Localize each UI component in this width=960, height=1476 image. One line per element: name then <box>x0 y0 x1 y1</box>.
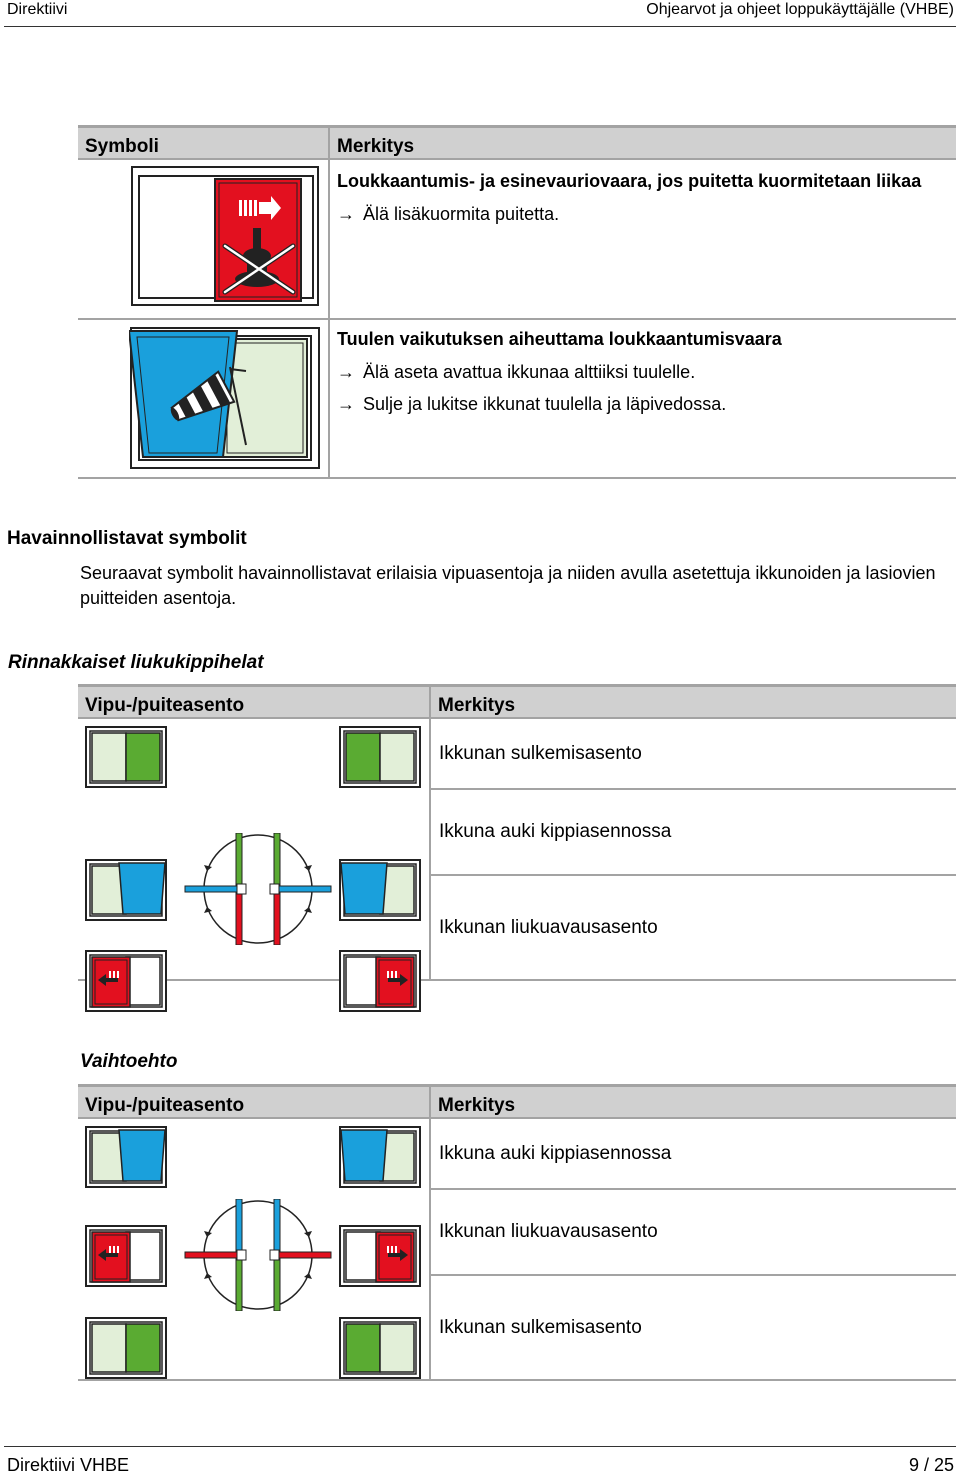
warning-title: Tuulen vaikutuksen aiheuttama loukkaantumisvaara <box>337 329 782 349</box>
closed-window-icon <box>85 726 167 788</box>
section-paragraph: Seuraavat symbolit havainnollistavat erilaisia vipuasentoja ja niiden avulla asetettuja ikkunoiden ja lasiovien puitteiden asentoja. <box>80 563 936 608</box>
column-header-meaning: Merkitys <box>329 127 956 160</box>
alternative-position-table <box>78 1084 956 1381</box>
slide-window-icon <box>85 950 167 1012</box>
section-title: Havainnollistavat symbolit <box>7 528 247 549</box>
arrow-right-icon: → <box>337 394 355 414</box>
meaning-cell <box>430 1118 956 1189</box>
tilt-window-icon <box>85 1126 167 1188</box>
tilt-window-icon <box>85 859 167 921</box>
column-header-meaning: Merkitys <box>430 1086 956 1119</box>
overload-warning-icon <box>131 166 321 312</box>
header-left: Direktiivi <box>7 1 68 18</box>
symbol-cell <box>78 319 329 478</box>
meaning-text: Ikkunan sulkemisasento <box>439 1316 642 1338</box>
header-rule <box>4 26 956 27</box>
safety-symbol-table <box>78 125 956 479</box>
meaning-text: Ikkuna auki kippiasennossa <box>439 821 672 842</box>
wind-warning-icon <box>129 327 321 471</box>
tilt-window-icon <box>339 859 421 921</box>
header-right: Ohjearvot ja ohjeet loppukäyttäjälle (VHBE) <box>646 1 954 18</box>
instruction <box>337 392 949 417</box>
arrow-right-icon: → <box>337 204 355 224</box>
meaning-cell <box>430 789 956 875</box>
instruction-text: Älä aseta avattua ikkunaa alttiiksi tuulelle. <box>363 362 696 382</box>
meaning-text: Ikkuna auki kippiasennossa <box>439 1142 672 1164</box>
meaning-text: Ikkunan liukuavausasento <box>439 1221 658 1242</box>
column-header-meaning: Merkitys <box>430 686 956 719</box>
table-caption: Rinnakkaiset liukukippihelat <box>8 652 264 673</box>
warning-title: Loukkaantumis- ja esinevauriovaara, jos puitetta kuormitetaan liikaa <box>337 171 922 191</box>
meaning-cell <box>430 875 956 980</box>
table-caption: Vaihtoehto <box>80 1051 178 1072</box>
arrow-right-icon: → <box>337 362 355 382</box>
column-header-position: Vipu-/puiteasento <box>78 1086 430 1119</box>
position-symbols-cell <box>78 1118 430 1380</box>
meaning-cell <box>430 718 956 789</box>
closed-window-icon <box>339 726 421 788</box>
footer-left: Direktiivi VHBE <box>7 1455 130 1475</box>
slide-window-icon <box>85 1225 167 1287</box>
meaning-text: Ikkunan sulkemisasento <box>439 742 642 764</box>
position-symbols-cell <box>78 718 430 980</box>
column-header-position: Vipu-/puiteasento <box>78 686 430 719</box>
page-number: 9 / 25 <box>908 1455 954 1475</box>
slide-window-icon <box>339 1225 421 1287</box>
footer-rule <box>4 1446 956 1447</box>
meaning-cell <box>329 319 956 478</box>
instruction <box>337 360 949 385</box>
column-header-symbol: Symboli <box>78 127 329 160</box>
handle-dial-icon <box>183 1199 333 1311</box>
meaning-cell <box>430 1275 956 1380</box>
meaning-cell <box>329 159 956 319</box>
meaning-cell <box>430 1189 956 1275</box>
tilt-window-icon <box>339 1126 421 1188</box>
closed-window-icon <box>85 1317 167 1379</box>
handle-position-table <box>78 684 956 981</box>
symbol-cell <box>78 159 329 319</box>
closed-window-icon <box>339 1317 421 1379</box>
meaning-text: Ikkunan liukuavausasento <box>439 916 658 938</box>
handle-dial-icon <box>183 833 333 945</box>
instruction-text: Sulje ja lukitse ikkunat tuulella ja läpivedossa. <box>363 394 727 414</box>
instruction <box>337 202 949 227</box>
instruction-text: Älä lisäkuormita puitetta. <box>363 204 560 224</box>
slide-window-icon <box>339 950 421 1012</box>
